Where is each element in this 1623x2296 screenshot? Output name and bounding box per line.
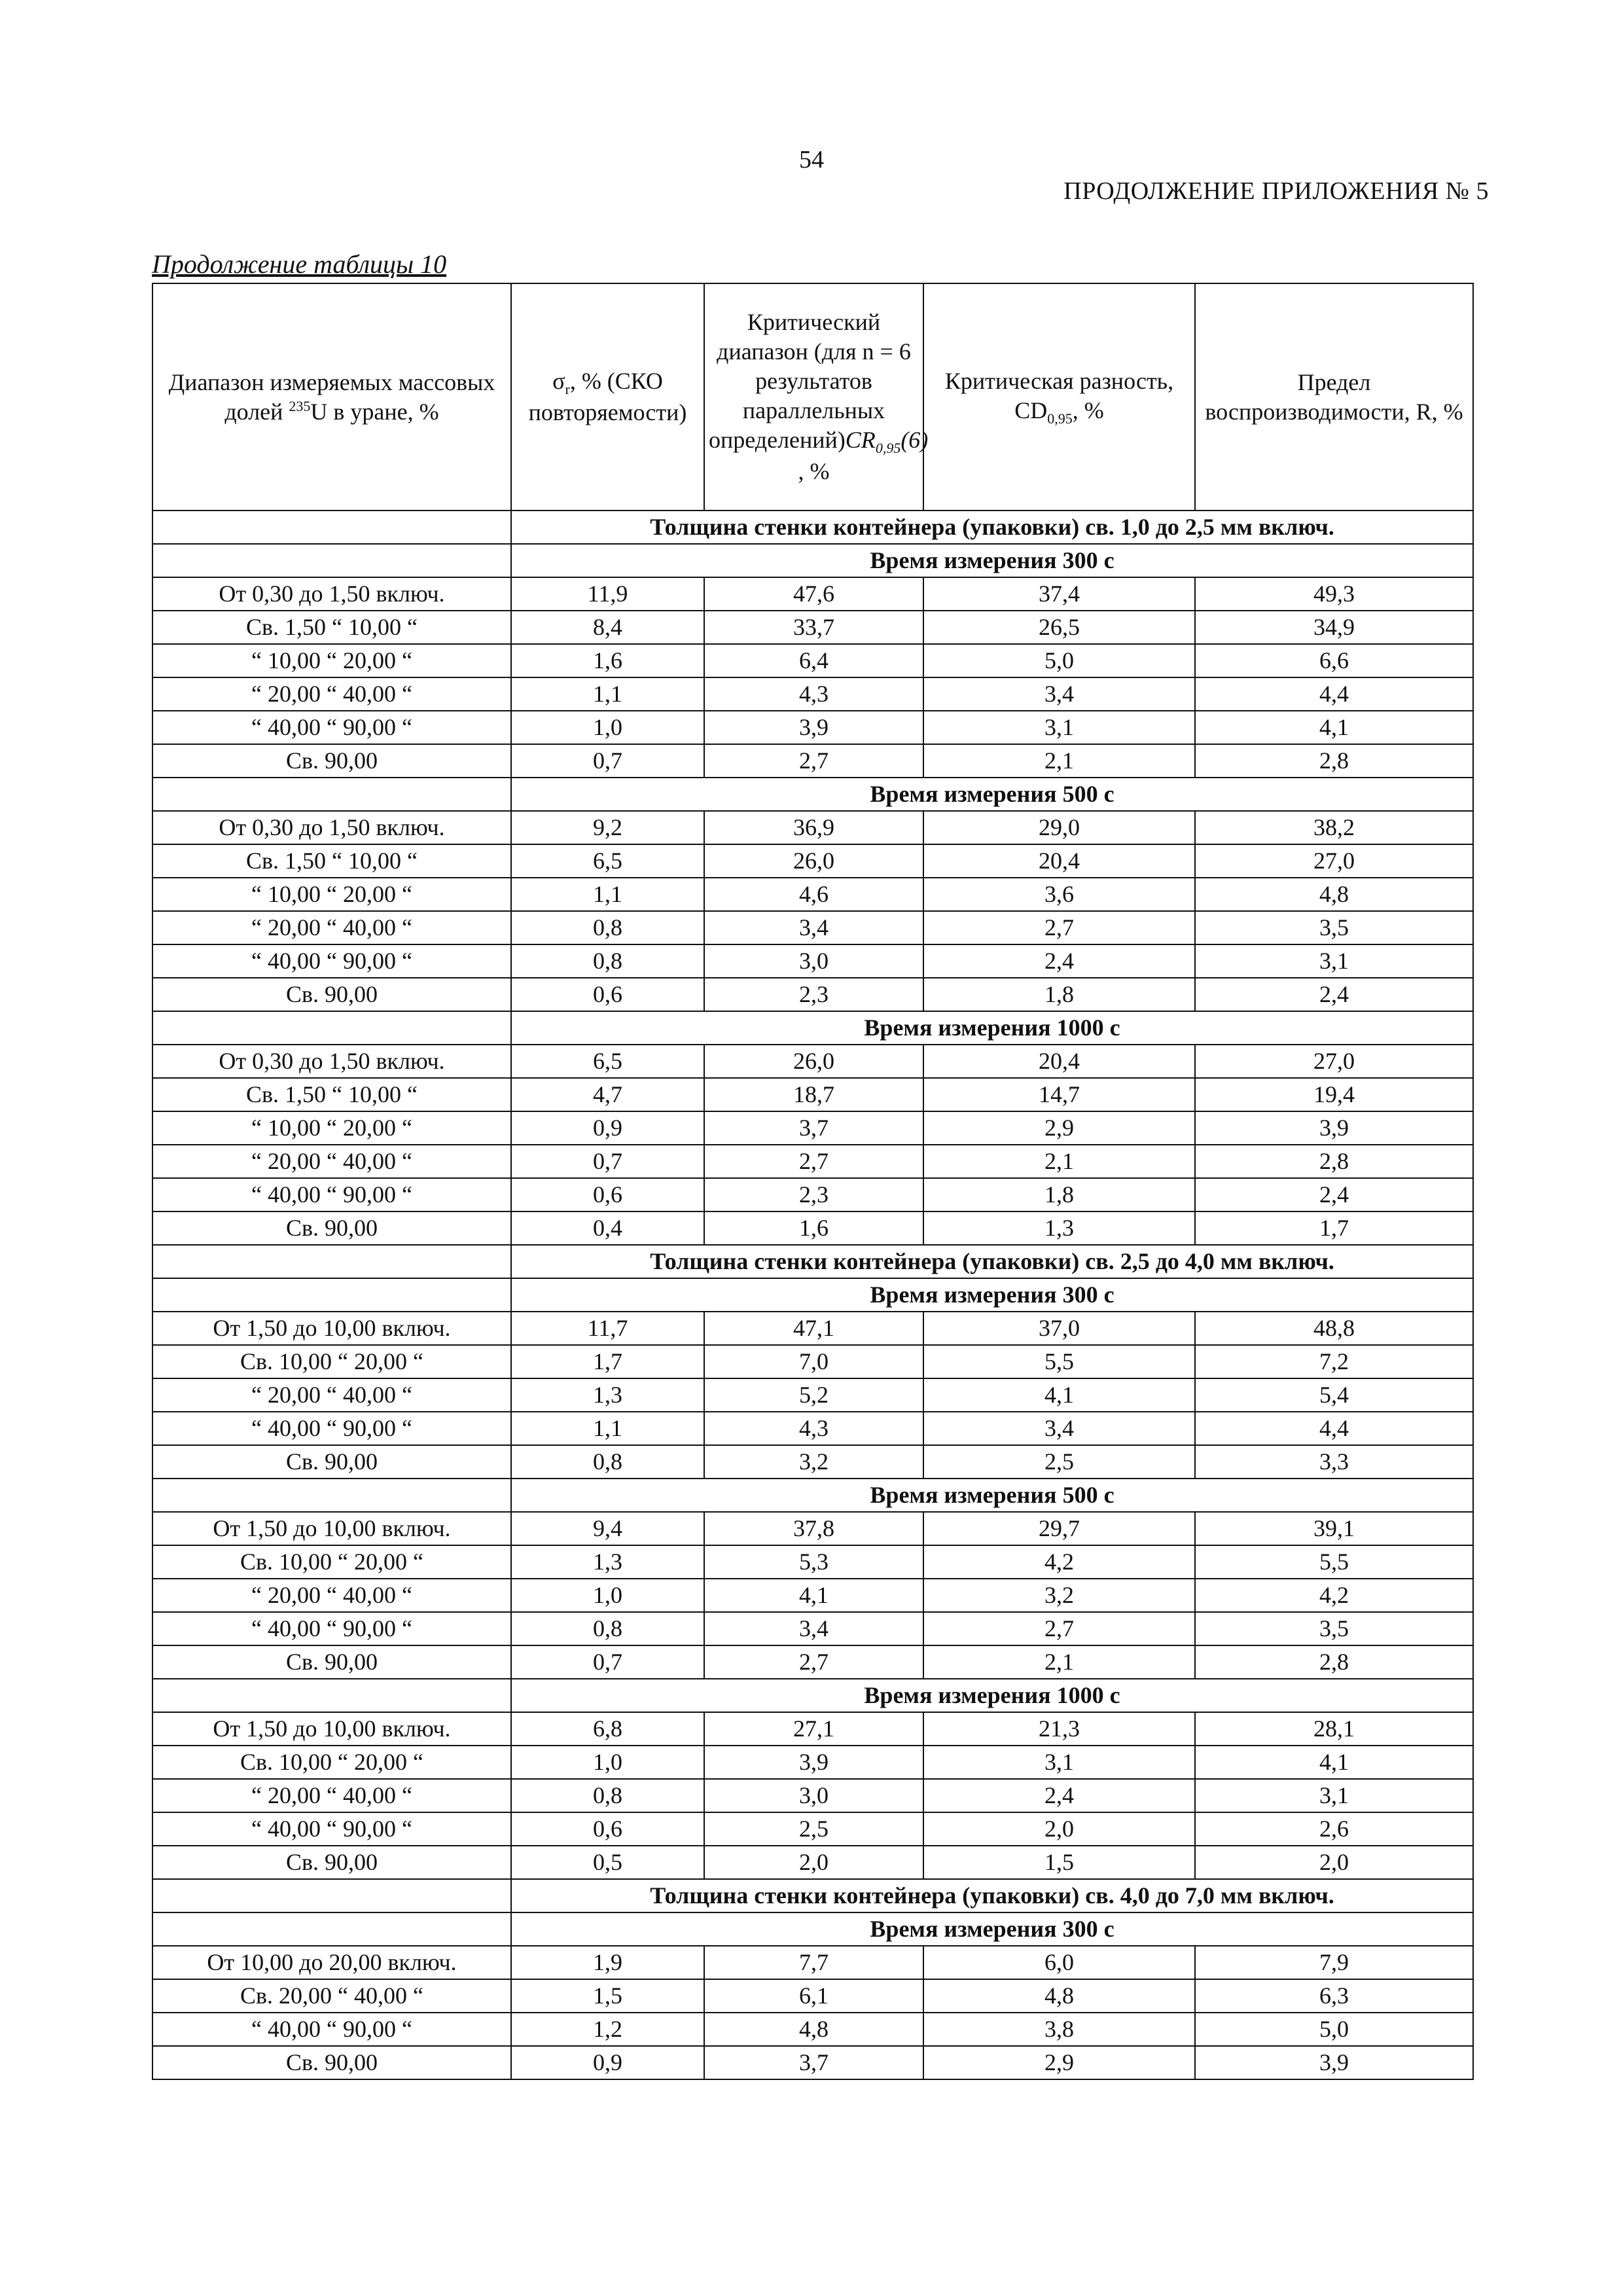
sigma-cell: 4,7 xyxy=(511,1078,704,1111)
sigma-cell: 1,2 xyxy=(511,2013,704,2046)
range-cell: От 1,50 до 10,00 включ. xyxy=(152,1512,511,1545)
range-cell: “ 10,00 “ 20,00 “ xyxy=(152,1111,511,1145)
reproducibility-cell: 27,0 xyxy=(1195,844,1473,878)
table-row xyxy=(152,577,1473,611)
header-critical-range-formula: CR xyxy=(845,426,876,453)
section-row xyxy=(152,1278,1473,1312)
critical-range-cell: 4,1 xyxy=(704,1579,923,1612)
critical-range-cell: 2,7 xyxy=(704,1645,923,1679)
critical-range-cell: 47,1 xyxy=(704,1312,923,1345)
range-cell: “ 10,00 “ 20,00 “ xyxy=(152,878,511,911)
critical-difference-cell: 2,4 xyxy=(923,1779,1195,1812)
critical-difference-cell: 2,7 xyxy=(923,1612,1195,1645)
sigma-cell: 8,4 xyxy=(511,611,704,644)
section-title: Время измерения 1000 с xyxy=(511,1011,1473,1045)
table-row xyxy=(152,644,1473,677)
reproducibility-cell: 34,9 xyxy=(1195,611,1473,644)
header-critical-range xyxy=(704,283,929,511)
section-blank-cell xyxy=(152,1679,511,1712)
section-blank-cell xyxy=(152,1479,511,1512)
critical-range-cell: 2,3 xyxy=(704,978,923,1011)
reproducibility-cell: 7,2 xyxy=(1195,1345,1473,1378)
sigma-cell: 0,7 xyxy=(511,1645,704,1679)
data-table xyxy=(152,283,1474,2080)
appendix-header: ПРОДОЛЖЕНИЕ ПРИЛОЖЕНИЯ № 5 xyxy=(1063,177,1489,205)
table-row xyxy=(152,1412,1473,1445)
table-row xyxy=(152,2046,1473,2079)
sigma-cell: 0,6 xyxy=(511,1812,704,1846)
section-row xyxy=(152,1245,1473,1278)
table-body xyxy=(152,511,1473,2079)
sigma-cell: 1,9 xyxy=(511,1946,704,1979)
critical-range-cell: 4,8 xyxy=(704,2013,923,2046)
critical-difference-cell: 2,1 xyxy=(923,1645,1195,1679)
range-cell: Св. 10,00 “ 20,00 “ xyxy=(152,1345,511,1378)
critical-range-cell: 27,1 xyxy=(704,1712,923,1746)
range-cell: “ 20,00 “ 40,00 “ xyxy=(152,1779,511,1812)
section-row xyxy=(152,1679,1473,1712)
table-row xyxy=(152,1645,1473,1679)
section-blank-cell xyxy=(152,1245,511,1278)
reproducibility-cell: 2,6 xyxy=(1195,1812,1473,1846)
range-cell: Св. 90,00 xyxy=(152,2046,511,2079)
sigma-cell: 9,2 xyxy=(511,811,704,844)
range-cell: “ 20,00 “ 40,00 “ xyxy=(152,1145,511,1178)
critical-difference-cell: 3,8 xyxy=(923,2013,1195,2046)
critical-range-cell: 3,4 xyxy=(704,911,923,944)
header-range-sup: 235 xyxy=(289,397,311,414)
range-cell: “ 40,00 “ 90,00 “ xyxy=(152,711,511,744)
section-blank-cell xyxy=(152,511,511,544)
range-cell: От 0,30 до 1,50 включ. xyxy=(152,577,511,611)
critical-difference-cell: 2,1 xyxy=(923,744,1195,778)
sigma-cell: 1,6 xyxy=(511,644,704,677)
critical-difference-cell: 2,9 xyxy=(923,1111,1195,1145)
reproducibility-cell: 2,4 xyxy=(1195,1178,1473,1211)
reproducibility-cell: 19,4 xyxy=(1195,1078,1473,1111)
header-sigma xyxy=(511,283,704,511)
header-critical-difference-unit: , % xyxy=(1072,397,1104,423)
reproducibility-cell: 2,4 xyxy=(1195,978,1473,1011)
critical-difference-cell: 2,5 xyxy=(923,1445,1195,1479)
header-critical-range-text: Критический диапазон (для n = 6 результатов параллельных определений) xyxy=(709,308,911,453)
table-row xyxy=(152,1312,1473,1345)
sigma-cell: 1,1 xyxy=(511,677,704,711)
critical-range-cell: 26,0 xyxy=(704,1045,923,1078)
header-sigma-text: , % (СКО повторяемости) xyxy=(528,367,687,426)
critical-difference-cell: 14,7 xyxy=(923,1078,1195,1111)
critical-difference-cell: 5,5 xyxy=(923,1345,1195,1378)
sigma-cell: 1,1 xyxy=(511,878,704,911)
critical-difference-cell: 2,7 xyxy=(923,911,1195,944)
reproducibility-cell: 3,5 xyxy=(1195,1612,1473,1645)
sigma-cell: 1,5 xyxy=(511,1979,704,2013)
critical-range-cell: 3,2 xyxy=(704,1445,923,1479)
critical-range-cell: 7,7 xyxy=(704,1946,923,1979)
range-cell: “ 40,00 “ 90,00 “ xyxy=(152,1612,511,1645)
section-row xyxy=(152,511,1473,544)
section-row xyxy=(152,1479,1473,1512)
section-title: Толщина стенки контейнера (упаковки) св. 2,5 до 4,0 мм включ. xyxy=(511,1245,1473,1278)
range-cell: Св. 20,00 “ 40,00 “ xyxy=(152,1979,511,2013)
range-cell: Св. 1,50 “ 10,00 “ xyxy=(152,611,511,644)
sigma-cell: 0,8 xyxy=(511,911,704,944)
critical-range-cell: 2,7 xyxy=(704,744,923,778)
critical-range-cell: 2,5 xyxy=(704,1812,923,1846)
section-row xyxy=(152,778,1473,811)
range-cell: От 10,00 до 20,00 включ. xyxy=(152,1946,511,1979)
reproducibility-cell: 4,2 xyxy=(1195,1579,1473,1612)
section-title: Время измерения 1000 с xyxy=(511,1679,1473,1712)
table-row xyxy=(152,1078,1473,1111)
reproducibility-cell: 48,8 xyxy=(1195,1312,1473,1345)
section-blank-cell xyxy=(152,1879,511,1912)
reproducibility-cell: 39,1 xyxy=(1195,1512,1473,1545)
reproducibility-cell: 2,8 xyxy=(1195,1145,1473,1178)
reproducibility-cell: 4,4 xyxy=(1195,1412,1473,1445)
reproducibility-cell: 2,8 xyxy=(1195,744,1473,778)
critical-range-cell: 36,9 xyxy=(704,811,923,844)
table-row xyxy=(152,844,1473,878)
critical-range-cell: 47,6 xyxy=(704,577,923,611)
critical-difference-cell: 21,3 xyxy=(923,1712,1195,1746)
table-row xyxy=(152,944,1473,978)
section-row xyxy=(152,1912,1473,1946)
range-cell: Св. 1,50 “ 10,00 “ xyxy=(152,1078,511,1111)
table-row xyxy=(152,1045,1473,1078)
sigma-cell: 0,8 xyxy=(511,944,704,978)
sigma-cell: 0,8 xyxy=(511,1445,704,1479)
range-cell: От 0,30 до 1,50 включ. xyxy=(152,1045,511,1078)
section-row xyxy=(152,544,1473,577)
critical-range-cell: 3,0 xyxy=(704,1779,923,1812)
table-row xyxy=(152,1345,1473,1378)
reproducibility-cell: 7,9 xyxy=(1195,1946,1473,1979)
sigma-cell: 11,9 xyxy=(511,577,704,611)
header-reproducibility-limit: Предел воспроизводимости, R, % xyxy=(1195,283,1473,511)
section-blank-cell xyxy=(152,1912,511,1946)
range-cell: “ 40,00 “ 90,00 “ xyxy=(152,2013,511,2046)
range-cell: Св. 90,00 xyxy=(152,744,511,778)
range-cell: От 0,30 до 1,50 включ. xyxy=(152,811,511,844)
critical-range-cell: 4,3 xyxy=(704,677,923,711)
sigma-cell: 1,0 xyxy=(511,1746,704,1779)
header-range-text: Диапазон измеряемых массовых долей xyxy=(168,368,495,425)
critical-range-cell: 5,3 xyxy=(704,1545,923,1579)
section-row xyxy=(152,1011,1473,1045)
section-blank-cell xyxy=(152,778,511,811)
sigma-cell: 1,3 xyxy=(511,1545,704,1579)
section-title: Толщина стенки контейнера (упаковки) св. 4,0 до 7,0 мм включ. xyxy=(511,1879,1473,1912)
table-row xyxy=(152,1946,1473,1979)
reproducibility-cell: 6,3 xyxy=(1195,1979,1473,2013)
reproducibility-cell: 28,1 xyxy=(1195,1712,1473,1746)
reproducibility-cell: 38,2 xyxy=(1195,811,1473,844)
sigma-cell: 0,9 xyxy=(511,2046,704,2079)
critical-difference-cell: 2,9 xyxy=(923,2046,1195,2079)
sigma-cell: 1,1 xyxy=(511,1412,704,1445)
critical-difference-cell: 37,4 xyxy=(923,577,1195,611)
range-cell: “ 20,00 “ 40,00 “ xyxy=(152,1579,511,1612)
reproducibility-cell: 3,9 xyxy=(1195,2046,1473,2079)
section-title: Время измерения 500 с xyxy=(511,778,1473,811)
sigma-cell: 0,5 xyxy=(511,1846,704,1879)
critical-difference-cell: 3,1 xyxy=(923,711,1195,744)
reproducibility-cell: 4,8 xyxy=(1195,878,1473,911)
range-cell: “ 20,00 “ 40,00 “ xyxy=(152,1378,511,1412)
reproducibility-cell: 4,1 xyxy=(1195,1746,1473,1779)
section-title: Время измерения 500 с xyxy=(511,1479,1473,1512)
header-critical-difference xyxy=(923,283,1195,511)
sigma-cell: 1,0 xyxy=(511,1579,704,1612)
section-title: Время измерения 300 с xyxy=(511,1912,1473,1946)
critical-difference-cell: 5,0 xyxy=(923,644,1195,677)
range-cell: От 1,50 до 10,00 включ. xyxy=(152,1712,511,1746)
table-row xyxy=(152,1211,1473,1245)
sigma-cell: 0,8 xyxy=(511,1779,704,1812)
critical-range-cell: 2,7 xyxy=(704,1145,923,1178)
section-title: Время измерения 300 с xyxy=(511,1278,1473,1312)
reproducibility-cell: 49,3 xyxy=(1195,577,1473,611)
reproducibility-cell: 4,4 xyxy=(1195,677,1473,711)
reproducibility-cell: 3,5 xyxy=(1195,911,1473,944)
critical-range-cell: 1,6 xyxy=(704,1211,923,1245)
table-row xyxy=(152,1979,1473,2013)
critical-range-cell: 4,6 xyxy=(704,878,923,911)
critical-range-cell: 26,0 xyxy=(704,844,923,878)
section-blank-cell xyxy=(152,1278,511,1312)
reproducibility-cell: 2,0 xyxy=(1195,1846,1473,1879)
reproducibility-cell: 3,9 xyxy=(1195,1111,1473,1145)
sigma-cell: 6,5 xyxy=(511,844,704,878)
sigma-cell: 9,4 xyxy=(511,1512,704,1545)
sigma-cell: 6,8 xyxy=(511,1712,704,1746)
table-row xyxy=(152,911,1473,944)
table-row xyxy=(152,1779,1473,1812)
range-cell: От 1,50 до 10,00 включ. xyxy=(152,1312,511,1345)
range-cell: “ 10,00 “ 20,00 “ xyxy=(152,644,511,677)
critical-range-cell: 2,0 xyxy=(704,1846,923,1879)
critical-difference-cell: 3,2 xyxy=(923,1579,1195,1612)
critical-difference-cell: 1,3 xyxy=(923,1211,1195,1245)
critical-range-cell: 37,8 xyxy=(704,1512,923,1545)
critical-range-cell: 4,3 xyxy=(704,1412,923,1445)
table-row xyxy=(152,1712,1473,1746)
section-title: Время измерения 300 с xyxy=(511,544,1473,577)
section-blank-cell xyxy=(152,544,511,577)
critical-difference-cell: 4,8 xyxy=(923,1979,1195,2013)
table-row xyxy=(152,611,1473,644)
sigma-cell: 6,5 xyxy=(511,1045,704,1078)
table-row xyxy=(152,878,1473,911)
table-row xyxy=(152,711,1473,744)
reproducibility-cell: 3,3 xyxy=(1195,1445,1473,1479)
critical-range-cell: 2,3 xyxy=(704,1178,923,1211)
table-row xyxy=(152,1378,1473,1412)
critical-difference-cell: 3,6 xyxy=(923,878,1195,911)
critical-range-cell: 6,1 xyxy=(704,1979,923,2013)
range-cell: “ 40,00 “ 90,00 “ xyxy=(152,1412,511,1445)
header-sigma-symbol: σ xyxy=(552,367,565,394)
table-row xyxy=(152,2013,1473,2046)
table-row xyxy=(152,1178,1473,1211)
reproducibility-cell: 4,1 xyxy=(1195,711,1473,744)
range-cell: “ 20,00 “ 40,00 “ xyxy=(152,677,511,711)
section-title: Толщина стенки контейнера (упаковки) св. 1,0 до 2,5 мм включ. xyxy=(511,511,1473,544)
critical-difference-cell: 2,4 xyxy=(923,944,1195,978)
critical-difference-cell: 20,4 xyxy=(923,844,1195,878)
critical-range-cell: 6,4 xyxy=(704,644,923,677)
critical-difference-cell: 29,7 xyxy=(923,1512,1195,1545)
critical-difference-cell: 26,5 xyxy=(923,611,1195,644)
critical-difference-cell: 3,1 xyxy=(923,1746,1195,1779)
header-sigma-sub: r xyxy=(565,380,570,397)
section-blank-cell xyxy=(152,1011,511,1045)
table-row xyxy=(152,1612,1473,1645)
header-critical-range-unit: , % xyxy=(798,458,830,485)
range-cell: Св. 90,00 xyxy=(152,1445,511,1479)
header-range xyxy=(152,283,511,511)
range-cell: “ 40,00 “ 90,00 “ xyxy=(152,1178,511,1211)
range-cell: Св. 1,50 “ 10,00 “ xyxy=(152,844,511,878)
reproducibility-cell: 3,1 xyxy=(1195,1779,1473,1812)
sigma-cell: 11,7 xyxy=(511,1312,704,1345)
header-critical-range-paren: (6) xyxy=(901,426,929,453)
reproducibility-cell: 3,1 xyxy=(1195,944,1473,978)
critical-range-cell: 3,4 xyxy=(704,1612,923,1645)
critical-difference-cell: 1,5 xyxy=(923,1846,1195,1879)
table-row xyxy=(152,1145,1473,1178)
sigma-cell: 1,7 xyxy=(511,1345,704,1378)
critical-difference-cell: 4,2 xyxy=(923,1545,1195,1579)
header-critical-range-sub: 0,95 xyxy=(875,439,901,456)
reproducibility-cell: 1,7 xyxy=(1195,1211,1473,1245)
critical-range-cell: 3,9 xyxy=(704,711,923,744)
header-critical-difference-sub: 0,95 xyxy=(1047,410,1073,427)
range-cell: Св. 10,00 “ 20,00 “ xyxy=(152,1746,511,1779)
table-row xyxy=(152,1746,1473,1779)
page-number: 54 xyxy=(799,146,824,173)
table-row xyxy=(152,744,1473,778)
critical-range-cell: 18,7 xyxy=(704,1078,923,1111)
reproducibility-cell: 2,8 xyxy=(1195,1645,1473,1679)
range-cell: Св. 10,00 “ 20,00 “ xyxy=(152,1545,511,1579)
section-row xyxy=(152,1879,1473,1912)
sigma-cell: 0,6 xyxy=(511,1178,704,1211)
header-range-text-2: U в уране, % xyxy=(310,398,439,425)
critical-range-cell: 5,2 xyxy=(704,1378,923,1412)
range-cell: “ 20,00 “ 40,00 “ xyxy=(152,911,511,944)
reproducibility-cell: 5,0 xyxy=(1195,2013,1473,2046)
sigma-cell: 0,4 xyxy=(511,1211,704,1245)
critical-range-cell: 3,0 xyxy=(704,944,923,978)
critical-range-cell: 7,0 xyxy=(704,1345,923,1378)
table-row xyxy=(152,1846,1473,1879)
table-row xyxy=(152,1111,1473,1145)
sigma-cell: 0,7 xyxy=(511,744,704,778)
table-row xyxy=(152,1579,1473,1612)
sigma-cell: 0,8 xyxy=(511,1612,704,1645)
critical-difference-cell: 37,0 xyxy=(923,1312,1195,1345)
header-critical-difference-text: Критическая разность, CD xyxy=(944,367,1174,423)
critical-difference-cell: 3,4 xyxy=(923,677,1195,711)
range-cell: “ 40,00 “ 90,00 “ xyxy=(152,1812,511,1846)
critical-range-cell: 33,7 xyxy=(704,611,923,644)
reproducibility-cell: 5,5 xyxy=(1195,1545,1473,1579)
table-row xyxy=(152,1512,1473,1545)
sigma-cell: 0,9 xyxy=(511,1111,704,1145)
range-cell: Св. 90,00 xyxy=(152,1211,511,1245)
critical-difference-cell: 1,8 xyxy=(923,1178,1195,1211)
table-row xyxy=(152,811,1473,844)
critical-range-cell: 3,7 xyxy=(704,2046,923,2079)
table-row xyxy=(152,1445,1473,1479)
table-row xyxy=(152,1545,1473,1579)
table-row xyxy=(152,1812,1473,1846)
critical-difference-cell: 4,1 xyxy=(923,1378,1195,1412)
critical-difference-cell: 3,4 xyxy=(923,1412,1195,1445)
reproducibility-cell: 5,4 xyxy=(1195,1378,1473,1412)
sigma-cell: 0,6 xyxy=(511,978,704,1011)
sigma-cell: 1,3 xyxy=(511,1378,704,1412)
reproducibility-cell: 27,0 xyxy=(1195,1045,1473,1078)
table-caption: Продолжение таблицы 10 xyxy=(152,249,447,279)
range-cell: “ 40,00 “ 90,00 “ xyxy=(152,944,511,978)
header-row xyxy=(152,283,1473,511)
critical-difference-cell: 6,0 xyxy=(923,1946,1195,1979)
critical-difference-cell: 29,0 xyxy=(923,811,1195,844)
range-cell: Св. 90,00 xyxy=(152,1645,511,1679)
table-row xyxy=(152,978,1473,1011)
reproducibility-cell: 6,6 xyxy=(1195,644,1473,677)
table-row xyxy=(152,677,1473,711)
critical-difference-cell: 2,1 xyxy=(923,1145,1195,1178)
critical-difference-cell: 20,4 xyxy=(923,1045,1195,1078)
critical-difference-cell: 1,8 xyxy=(923,978,1195,1011)
critical-difference-cell: 2,0 xyxy=(923,1812,1195,1846)
sigma-cell: 1,0 xyxy=(511,711,704,744)
range-cell: Св. 90,00 xyxy=(152,978,511,1011)
critical-range-cell: 3,9 xyxy=(704,1746,923,1779)
critical-range-cell: 3,7 xyxy=(704,1111,923,1145)
range-cell: Св. 90,00 xyxy=(152,1846,511,1879)
sigma-cell: 0,7 xyxy=(511,1145,704,1178)
